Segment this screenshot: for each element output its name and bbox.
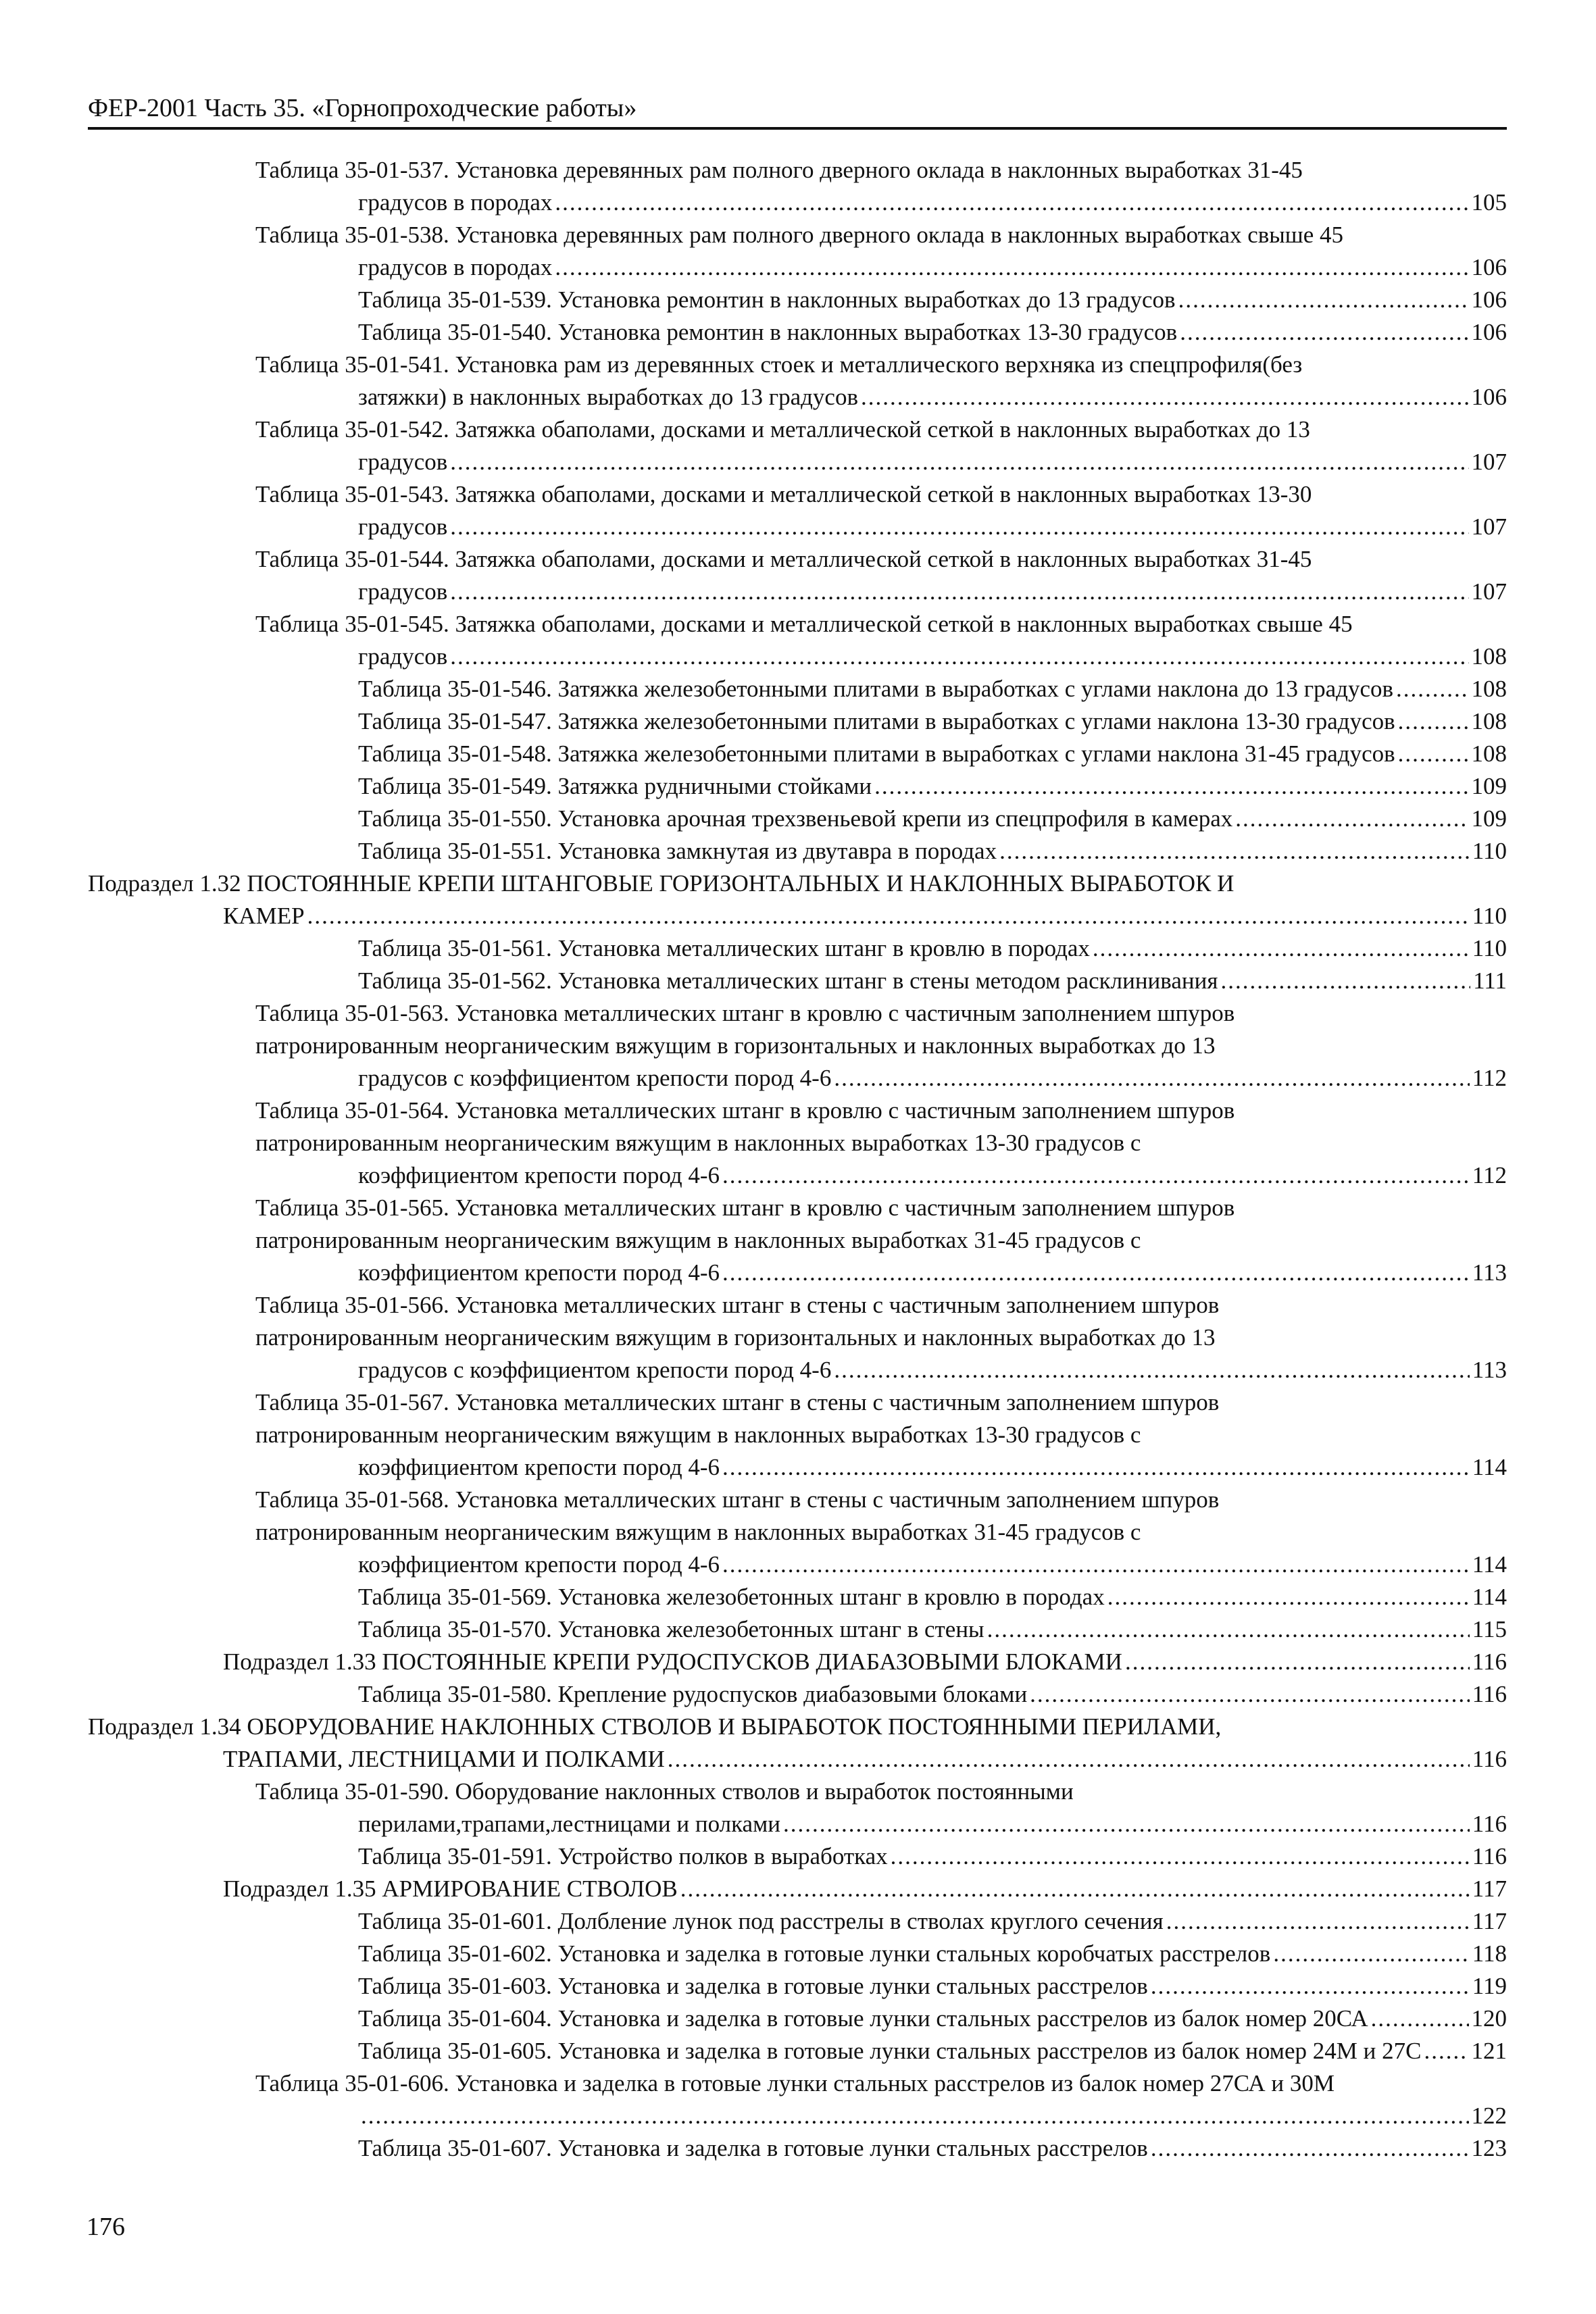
toc-entry-text-line: градусов [358, 578, 448, 605]
toc-page-number: 114 [1472, 1584, 1507, 1610]
toc-table-entry [88, 284, 1507, 316]
toc-entry-last-line [358, 381, 1507, 413]
toc-table-entry [88, 770, 1507, 803]
toc-page-number: 106 [1471, 286, 1507, 313]
toc-page-number: 107 [1471, 449, 1507, 475]
toc-entry-text-line: Таблица 35-01-550. Установка арочная трехзвеньевой крепи из спецпрофиля в камерах [358, 805, 1233, 832]
toc-entry-last-line [358, 2035, 1507, 2067]
toc-entry-last-line [358, 1613, 1507, 1646]
dot-leader [450, 511, 1468, 543]
dot-leader [1273, 1938, 1469, 1970]
toc-table-entry [88, 2035, 1507, 2067]
toc-page-number: 106 [1471, 319, 1507, 345]
toc-table-entry [88, 413, 1507, 478]
toc-entry-text-line: градусов в породах [358, 189, 553, 216]
toc-entry-last-line [358, 932, 1507, 965]
dot-leader [1180, 316, 1468, 349]
dot-leader [861, 381, 1469, 413]
toc-table-entry [88, 608, 1507, 673]
toc-page-number: 117 [1472, 1876, 1507, 1902]
dot-leader [987, 1613, 1470, 1646]
toc-entry-last-line [358, 446, 1507, 478]
dot-leader [1125, 1646, 1470, 1678]
toc-entry-text-line: Таблица 35-01-565. Установка металлических штанг в кровлю с частичным заполнением шпуров [255, 1194, 1235, 1221]
toc-entry-text-line: Таблица 35-01-603. Установка и заделка в готовые лунки стальных расстрелов [358, 1973, 1148, 1999]
toc-page-number: 123 [1471, 2135, 1507, 2161]
toc-entry-text-line: Таблица 35-01-543. Затяжка обаполами, досками и металлической сеткой в наклонных выработках 13-30 [255, 481, 1312, 507]
dot-leader [1398, 705, 1469, 738]
toc-page-number: 113 [1472, 1259, 1507, 1286]
toc-entry-last-line [358, 1581, 1507, 1613]
toc-entry-text-line: патронированным неорганическим вяжущим в горизонтальных и наклонных выработках до 13 [255, 1324, 1216, 1351]
toc-entry-last-line [358, 1840, 1507, 1873]
toc-entry-text-line: Подраздел 1.34 ОБОРУДОВАНИЕ НАКЛОННЫХ СТВОЛОВ И ВЫРАБОТОК ПОСТОЯННЫМИ ПЕРИЛАМИ, [88, 1713, 1222, 1740]
toc-table-entry [88, 1581, 1507, 1613]
toc-entry-last-line [358, 1938, 1507, 1970]
toc-entry-last-line [358, 2132, 1507, 2165]
toc-entry-text-line: градусов с коэффициентом крепости пород 4-6 [358, 1065, 832, 1091]
toc-subsection-entry [88, 1711, 1507, 1776]
toc-table-entry [88, 2003, 1507, 2035]
toc-entry-text-line: патронированным неорганическим вяжущим в наклонных выработках 13-30 градусов с [255, 1130, 1141, 1156]
toc-entry-last-line [358, 1062, 1507, 1095]
toc-entry-text-line: патронированным неорганическим вяжущим в горизонтальных и наклонных выработках до 13 [255, 1032, 1216, 1059]
toc-entry-last-line [358, 284, 1507, 316]
toc-page-number: 111 [1473, 967, 1507, 994]
toc-entry-text-line: КАМЕР [223, 903, 305, 929]
toc-subsection-entry [88, 867, 1507, 932]
toc-entry-text-line: Таблица 35-01-564. Установка металлических штанг в кровлю с частичным заполнением шпуров [255, 1097, 1235, 1124]
toc-page-number: 116 [1472, 1681, 1507, 1707]
toc-page-number: 116 [1472, 1746, 1507, 1772]
toc-entry-text-line: Таблица 35-01-567. Установка металлических штанг в стены с частичным заполнением шпуров [255, 1389, 1220, 1415]
toc-entry-text-line: Таблица 35-01-569. Установка железобетонных штанг в кровлю в породах [358, 1584, 1105, 1610]
toc-entry-text-line: Таблица 35-01-548. Затяжка железобетонными плитами в выработках с углами наклона 31-45 градусов [358, 740, 1395, 767]
toc-table-entry [88, 835, 1507, 867]
toc-page-number: 109 [1471, 773, 1507, 799]
toc-entry-last-line [358, 251, 1507, 284]
toc-table-entry [88, 965, 1507, 997]
toc-entry-last-line [358, 1354, 1507, 1386]
toc-entry-text-line: градусов в породах [358, 254, 553, 280]
dot-leader [1424, 2035, 1468, 2067]
toc-entry-last-line [358, 186, 1507, 219]
toc-entry-text-line: Таблица 35-01-591. Устройство полков в выработках [358, 1843, 888, 1869]
toc-entry-text-line: коэффициентом крепости пород 4-6 [358, 1551, 720, 1578]
toc-page-number: 118 [1472, 1940, 1507, 1967]
toc-entry-last-line [358, 2003, 1507, 2035]
dot-leader [361, 2100, 1469, 2132]
toc-page-number: 115 [1472, 1616, 1507, 1642]
toc-page-number: 108 [1471, 740, 1507, 767]
toc-page-number: 119 [1472, 1973, 1507, 1999]
toc-page-number: 106 [1471, 254, 1507, 280]
toc-entry-text-line: Таблица 35-01-549. Затяжка рудничными стойками [358, 773, 872, 799]
dot-leader [1398, 738, 1469, 770]
toc-table-entry [88, 997, 1507, 1095]
toc-page-number: 121 [1471, 2038, 1507, 2064]
toc-entry-text-line: градусов [358, 643, 448, 670]
toc-table-entry [88, 1192, 1507, 1289]
toc-page-number: 112 [1472, 1065, 1507, 1091]
toc-entry-last-line [223, 1743, 1507, 1776]
dot-leader [450, 640, 1468, 673]
toc-entry-text-line: патронированным неорганическим вяжущим в наклонных выработках 31-45 градусов с [255, 1227, 1141, 1253]
toc-page-number: 108 [1471, 676, 1507, 702]
toc-entry-text-line: патронированным неорганическим вяжущим в наклонных выработках 13-30 градусов с [255, 1422, 1141, 1448]
toc-table-entry [88, 1613, 1507, 1646]
toc-table-entry [88, 219, 1507, 284]
dot-leader [1396, 673, 1468, 705]
toc-entry-last-line [358, 803, 1507, 835]
toc-table-entry [88, 738, 1507, 770]
toc-table-entry [88, 673, 1507, 705]
toc-entry-text-line: Таблица 35-01-544. Затяжка обаполами, досками и металлической сеткой в наклонных выработках 31-45 [255, 546, 1312, 572]
toc-entry-text-line: Таблица 35-01-545. Затяжка обаполами, досками и металлической сеткой в наклонных выработках свыше 45 [255, 611, 1353, 637]
toc-table-entry [88, 1386, 1507, 1484]
toc-entry-last-line [358, 738, 1507, 770]
toc-page-number: 120 [1471, 2005, 1507, 2032]
toc-entry-text-line: Таблица 35-01-538. Установка деревянных рам полного дверного оклада в наклонных выработках свыше 45 [255, 222, 1344, 248]
toc-entry-last-line [358, 1257, 1507, 1289]
dot-leader [834, 1354, 1469, 1386]
toc-entry-text-line: Таблица 35-01-604. Установка и заделка в готовые лунки стальных расстрелов из балок номер 20СА [358, 2005, 1368, 2032]
toc-table-entry [88, 2132, 1507, 2165]
toc-entry-text-line: градусов [358, 513, 448, 540]
dot-leader [555, 186, 1468, 219]
toc-entry-last-line [358, 576, 1507, 608]
dot-leader [1151, 1970, 1470, 2003]
toc-entry-text-line: патронированным неорганическим вяжущим в наклонных выработках 31-45 градусов с [255, 1519, 1141, 1545]
toc-page-number: 105 [1471, 189, 1507, 216]
dot-leader [1030, 1678, 1470, 1711]
toc-entry-text-line: Таблица 35-01-580. Крепление рудоспусков диабазовыми блоками [358, 1681, 1028, 1707]
toc-entry-text-line: коэффициентом крепости пород 4-6 [358, 1259, 720, 1286]
toc-table-entry [88, 1484, 1507, 1581]
toc-entry-text-line: Таблица 35-01-601. Долбление лунок под расстрелы в стволах круглого сечения [358, 1908, 1164, 1934]
toc-entry-text-line: Подраздел 1.32 ПОСТОЯННЫЕ КРЕПИ ШТАНГОВЫЕ ГОРИЗОНТАЛЬНЫХ И НАКЛОННЫХ ВЫРАБОТОК И [88, 870, 1235, 897]
toc-entry-last-line [358, 1451, 1507, 1484]
toc-entry-last-line [358, 1905, 1507, 1938]
toc-table-entry [88, 1095, 1507, 1192]
toc-entry-text-line: Таблица 35-01-542. Затяжка обаполами, досками и металлической сеткой в наклонных выработках до 13 [255, 416, 1310, 443]
toc-entry-last-line [358, 2100, 1507, 2132]
toc-entry-text-line: градусов с коэффициентом крепости пород 4-6 [358, 1357, 832, 1383]
toc-page-number: 113 [1472, 1357, 1507, 1383]
toc-entry-last-line [223, 900, 1507, 932]
toc-entry-text-line: затяжки) в наклонных выработках до 13 градусов [358, 384, 858, 410]
toc-page-number: 109 [1471, 805, 1507, 832]
toc-entry-last-line [358, 835, 1507, 867]
dot-leader [834, 1062, 1469, 1095]
toc-page-number: 107 [1471, 513, 1507, 540]
dot-leader [1093, 932, 1470, 965]
toc-page-number: 108 [1471, 643, 1507, 670]
toc-entry-last-line [358, 1678, 1507, 1711]
toc-page-number: 110 [1472, 838, 1507, 864]
toc-page-number: 122 [1471, 2103, 1507, 2129]
toc-entry-text-line: Таблица 35-01-547. Затяжка железобетонными плитами в выработках с углами наклона 13-30 градусов [358, 708, 1395, 734]
toc-entry-text-line: Подраздел 1.33 ПОСТОЯННЫЕ КРЕПИ РУДОСПУСКОВ ДИАБАЗОВЫМИ БЛОКАМИ [223, 1649, 1122, 1675]
toc-entry-text-line: Таблица 35-01-541. Установка рам из деревянных стоек и металлического верхняка из спецпрофиля(без [255, 351, 1303, 378]
toc-entry-last-line [358, 640, 1507, 673]
toc-table-entry [88, 1776, 1507, 1840]
toc-entry-text-line: Таблица 35-01-607. Установка и заделка в готовые лунки стальных расстрелов [358, 2135, 1148, 2161]
dot-leader [555, 251, 1468, 284]
toc-page-number: 106 [1471, 384, 1507, 410]
toc-entry-last-line [358, 1549, 1507, 1581]
toc-page-number: 116 [1472, 1811, 1507, 1837]
toc-page-number: 114 [1472, 1551, 1507, 1578]
toc-entry-text-line: Таблица 35-01-568. Установка металлических штанг в стены с частичным заполнением шпуров [255, 1486, 1220, 1513]
toc-entry-text-line: Таблица 35-01-537. Установка деревянных рам полного дверного оклада в наклонных выработках 31-45 [255, 157, 1303, 183]
dot-leader [891, 1840, 1470, 1873]
dot-leader [783, 1808, 1470, 1840]
dot-leader [1220, 965, 1470, 997]
toc-entry-last-line [358, 705, 1507, 738]
toc-entry-last-line [358, 316, 1507, 349]
toc-table-entry [88, 478, 1507, 543]
dot-leader [1166, 1905, 1470, 1938]
toc-page-number: 112 [1472, 1162, 1507, 1188]
toc-table-entry [88, 543, 1507, 608]
toc-table-entry [88, 1678, 1507, 1711]
toc-table-entry [88, 1938, 1507, 1970]
dot-leader [307, 900, 1470, 932]
toc-entry-text-line: Таблица 35-01-606. Установка и заделка в готовые лунки стальных расстрелов из балок номер 27СА и 30М [255, 2070, 1335, 2096]
toc-table-entry [88, 316, 1507, 349]
toc-entry-text-line: Таблица 35-01-562. Установка металлических штанг в стены методом расклинивания [358, 967, 1218, 994]
toc-entry-text-line: Таблица 35-01-590. Оборудование наклонных стволов и выработок постоянными [255, 1778, 1074, 1805]
dot-leader [874, 770, 1468, 803]
toc-page-number: 116 [1472, 1649, 1507, 1675]
toc-entry-text-line: Таблица 35-01-539. Установка ремонтин в наклонных выработках до 13 градусов [358, 286, 1176, 313]
dot-leader [668, 1743, 1470, 1776]
dot-leader [1371, 2003, 1469, 2035]
toc-entry-text-line: Таблица 35-01-546. Затяжка железобетонными плитами в выработках с углами наклона до 13 градусов [358, 676, 1394, 702]
toc-page-number: 108 [1471, 708, 1507, 734]
toc-table-entry [88, 349, 1507, 413]
running-header: ФЕР-2001 Часть 35. «Горнопроходческие работы» [88, 92, 1507, 130]
toc-entry-text-line: коэффициентом крепости пород 4-6 [358, 1454, 720, 1480]
toc-entry-last-line [358, 511, 1507, 543]
dot-leader [680, 1873, 1470, 1905]
dot-leader [999, 835, 1470, 867]
toc-entry-text-line: градусов [358, 449, 448, 475]
dot-leader [722, 1549, 1470, 1581]
dot-leader [722, 1159, 1470, 1192]
toc-table-entry [88, 803, 1507, 835]
dot-leader [722, 1451, 1470, 1484]
toc-subsection-entry [88, 1646, 1507, 1678]
toc-table-entry [88, 1289, 1507, 1386]
toc-table-entry [88, 1840, 1507, 1873]
toc-entry-last-line [223, 1646, 1507, 1678]
table-of-contents [88, 154, 1507, 2165]
toc-entry-text-line: Таблица 35-01-551. Установка замкнутая из двутавра в породах [358, 838, 997, 864]
toc-entry-last-line [358, 1808, 1507, 1840]
toc-entry-last-line [358, 1159, 1507, 1192]
toc-page-number: 117 [1472, 1908, 1507, 1934]
toc-page-number: 110 [1472, 903, 1507, 929]
toc-table-entry [88, 705, 1507, 738]
toc-entry-text-line: Таблица 35-01-563. Установка металлических штанг в кровлю с частичным заполнением шпуров [255, 1000, 1235, 1026]
page-number: 176 [86, 2213, 125, 2241]
dot-leader [1151, 2132, 1469, 2165]
dot-leader [1107, 1581, 1470, 1613]
toc-entry-text-line: Таблица 35-01-570. Установка железобетонных штанг в стены [358, 1616, 984, 1642]
toc-entry-text-line: Таблица 35-01-561. Установка металлических штанг в кровлю в породах [358, 935, 1090, 961]
dot-leader [1235, 803, 1468, 835]
toc-entry-last-line [358, 770, 1507, 803]
toc-page-number: 107 [1471, 578, 1507, 605]
toc-table-entry [88, 1905, 1507, 1938]
toc-page-number: 116 [1472, 1843, 1507, 1869]
toc-entry-last-line [358, 673, 1507, 705]
toc-table-entry [88, 932, 1507, 965]
dot-leader [450, 576, 1468, 608]
dot-leader [1178, 284, 1469, 316]
toc-table-entry [88, 1970, 1507, 2003]
dot-leader [722, 1257, 1470, 1289]
toc-table-entry [88, 154, 1507, 219]
toc-entry-text-line: Таблица 35-01-566. Установка металлических штанг в стены с частичным заполнением шпуров [255, 1292, 1220, 1318]
toc-entry-text-line: Подраздел 1.35 АРМИРОВАНИЕ СТВОЛОВ [223, 1876, 678, 1902]
toc-entry-last-line [358, 965, 1507, 997]
toc-entry-last-line [223, 1873, 1507, 1905]
toc-entry-text-line: Таблица 35-01-540. Установка ремонтин в наклонных выработках 13-30 градусов [358, 319, 1178, 345]
toc-page-number: 114 [1472, 1454, 1507, 1480]
toc-entry-text-line: ТРАПАМИ, ЛЕСТНИЦАМИ И ПОЛКАМИ [223, 1746, 665, 1772]
toc-table-entry [88, 2067, 1507, 2132]
toc-entry-text-line: Таблица 35-01-605. Установка и заделка в готовые лунки стальных расстрелов из балок номер 24М и 27С [358, 2038, 1422, 2064]
dot-leader [450, 446, 1468, 478]
toc-entry-last-line [358, 1970, 1507, 2003]
toc-entry-text-line: перилами,трапами,лестницами и полками [358, 1811, 780, 1837]
toc-page-number: 110 [1472, 935, 1507, 961]
toc-subsection-entry [88, 1873, 1507, 1905]
toc-entry-text-line: Таблица 35-01-602. Установка и заделка в готовые лунки стальных коробчатых расстрелов [358, 1940, 1271, 1967]
toc-entry-text-line: коэффициентом крепости пород 4-6 [358, 1162, 720, 1188]
